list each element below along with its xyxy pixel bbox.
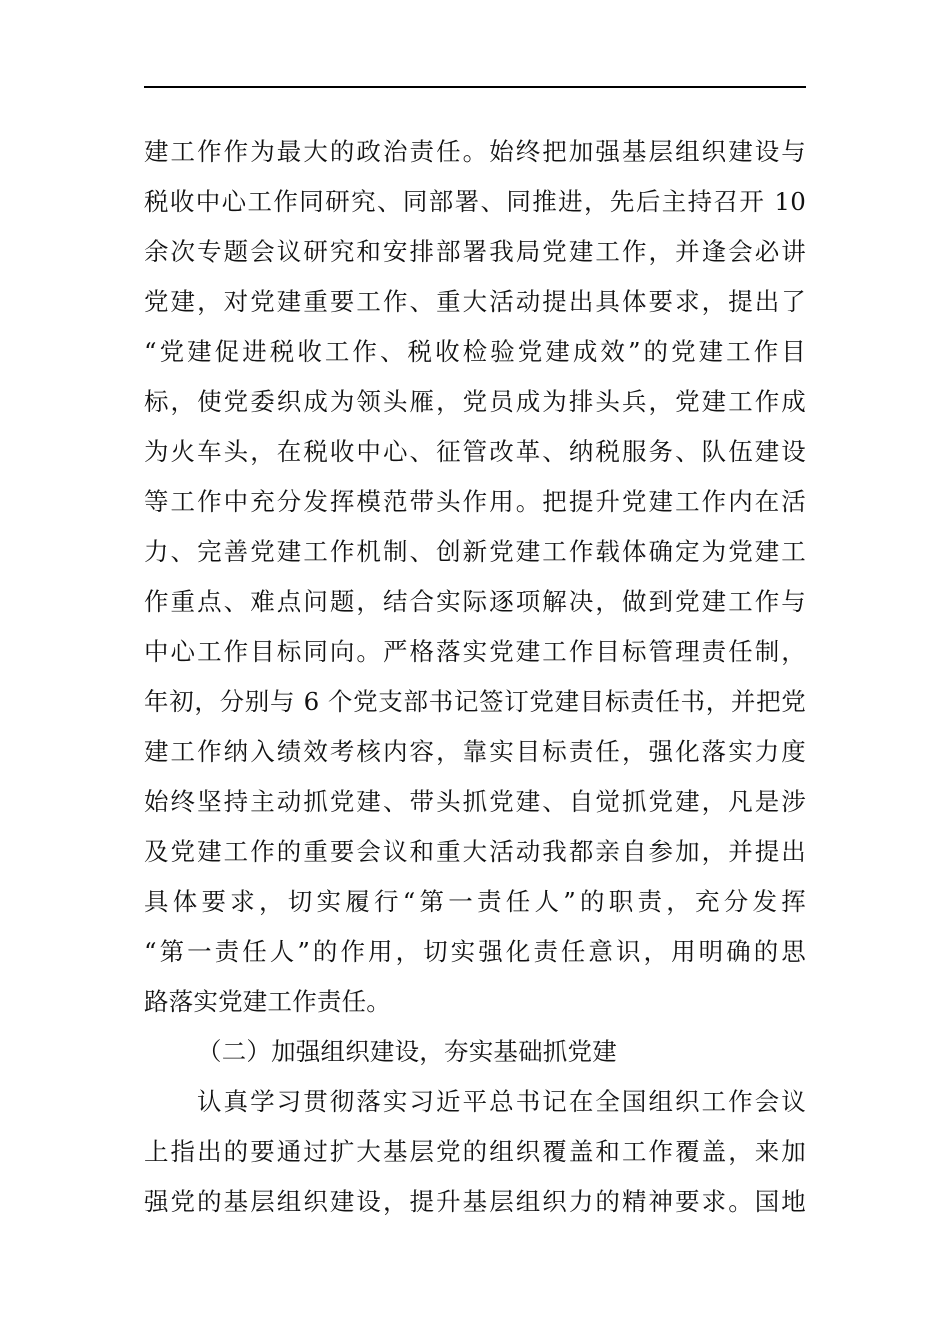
header-rule	[144, 86, 806, 88]
section-heading: （二）加强组织建设，夯实基础抓党建	[197, 1037, 617, 1066]
body-line-6: 标，使党委织成为领头雁，党员成为排头兵，党建工作成	[144, 387, 806, 416]
body-line-7: 为火车头，在税收中心、征管改革、纳税服务、队伍建设	[144, 437, 806, 466]
body-line-4: 党建，对党建重要工作、重大活动提出具体要求，提出了	[144, 287, 806, 316]
body-line-19: 认真学习贯彻落实习近平总书记在全国组织工作会议	[197, 1087, 806, 1116]
body-line-17: “第一责任人”的作用，切实强化责任意识，用明确的思	[144, 937, 806, 966]
body-line-9: 力、完善党建工作机制、创新党建工作载体确定为党建工	[144, 537, 806, 566]
body-line-13: 建工作纳入绩效考核内容，靠实目标责任，强化落实力度	[144, 737, 806, 766]
body-line-3: 余次专题会议研究和安排部署我局党建工作，并逢会必讲	[144, 237, 806, 266]
body-line-16: 具体要求，切实履行“第一责任人”的职责，充分发挥	[144, 887, 806, 916]
body-line-12: 年初，分别与 6 个党支部书记签订党建目标责任书，并把党	[144, 687, 806, 716]
body-line-5: “党建促进税收工作、税收检验党建成效”的党建工作目	[144, 337, 806, 366]
body-line-2: 税收中心工作同研究、同部署、同推进，先后主持召开 10	[144, 187, 806, 216]
body-line-14: 始终坚持主动抓党建、带头抓党建、自觉抓党建，凡是涉	[144, 787, 806, 816]
body-line-15: 及党建工作的重要会议和重大活动我都亲自参加，并提出	[144, 837, 806, 866]
body-line-1: 建工作作为最大的政治责任。始终把加强基层组织建设与	[144, 137, 806, 166]
body-line-21: 强党的基层组织建设，提升基层组织力的精神要求。国地	[144, 1187, 806, 1216]
body-line-18: 路落实党建工作责任。	[144, 987, 391, 1016]
body-line-10: 作重点、难点问题，结合实际逐项解决，做到党建工作与	[144, 587, 806, 616]
body-line-8: 等工作中充分发挥模范带头作用。把提升党建工作内在活	[144, 487, 806, 516]
body-line-20: 上指出的要通过扩大基层党的组织覆盖和工作覆盖，来加	[144, 1137, 806, 1166]
body-line-11: 中心工作目标同向。严格落实党建工作目标管理责任制，	[144, 637, 806, 666]
